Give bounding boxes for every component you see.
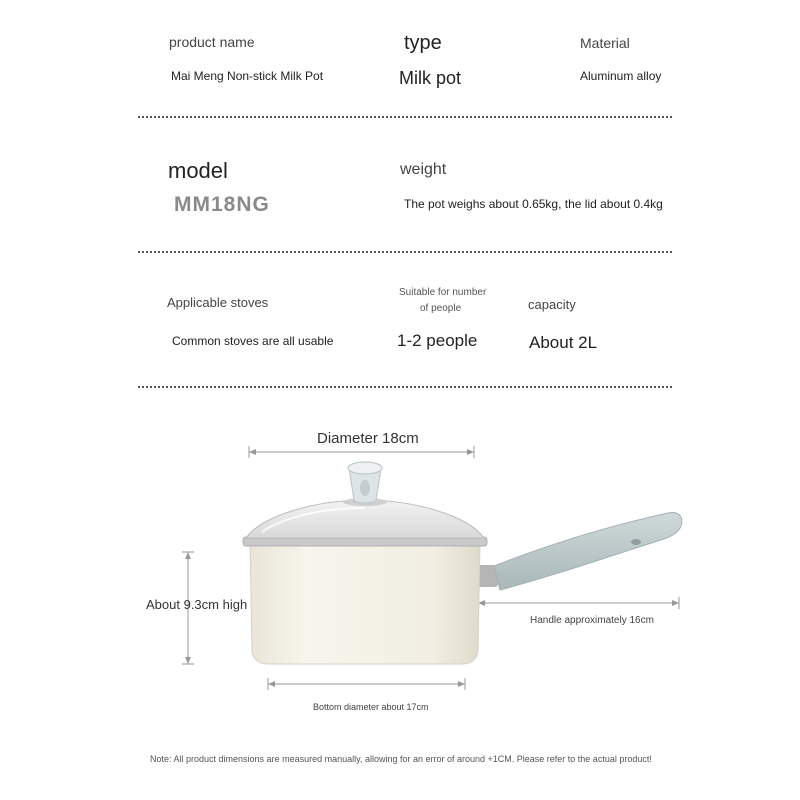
model-value: MM18NG xyxy=(174,193,270,216)
diameter-measure-line xyxy=(249,446,474,458)
lid-knob xyxy=(348,462,382,503)
pot-handle xyxy=(476,513,682,590)
handle-measure-line xyxy=(478,597,679,609)
product-name-value: Mai Meng Non-stick Milk Pot xyxy=(171,69,324,83)
diameter-label: Diameter 18cm xyxy=(317,430,419,447)
capacity-label: capacity xyxy=(528,297,576,312)
pot-lid xyxy=(246,498,484,538)
stoves-label: Applicable stoves xyxy=(167,295,269,310)
people-label-line1: Suitable for number xyxy=(399,287,487,298)
type-label: type xyxy=(404,32,442,54)
material-value: Aluminum alloy xyxy=(580,69,662,83)
material-label: Material xyxy=(580,35,630,51)
bottom-measure-line xyxy=(268,678,465,690)
stoves-value: Common stoves are all usable xyxy=(172,334,334,348)
bottom-label: Bottom diameter about 17cm xyxy=(313,702,429,712)
weight-label: weight xyxy=(400,161,447,178)
people-label-line2: of people xyxy=(420,303,462,314)
weight-value: The pot weighs about 0.65kg, the lid about 0.4kg xyxy=(404,197,663,211)
handle-label: Handle approximately 16cm xyxy=(530,615,654,626)
people-value: 1-2 people xyxy=(397,331,478,350)
capacity-value: About 2L xyxy=(529,333,598,352)
model-label: model xyxy=(168,158,228,183)
footnote: Note: All product dimensions are measured manually, allowing for an error of around +1CM. Please refer to the actual product! xyxy=(150,754,652,764)
product-name-label: product name xyxy=(169,34,255,50)
pot-body xyxy=(243,537,487,664)
height-label: About 9.3cm high xyxy=(146,597,248,612)
type-value: Milk pot xyxy=(399,68,462,88)
